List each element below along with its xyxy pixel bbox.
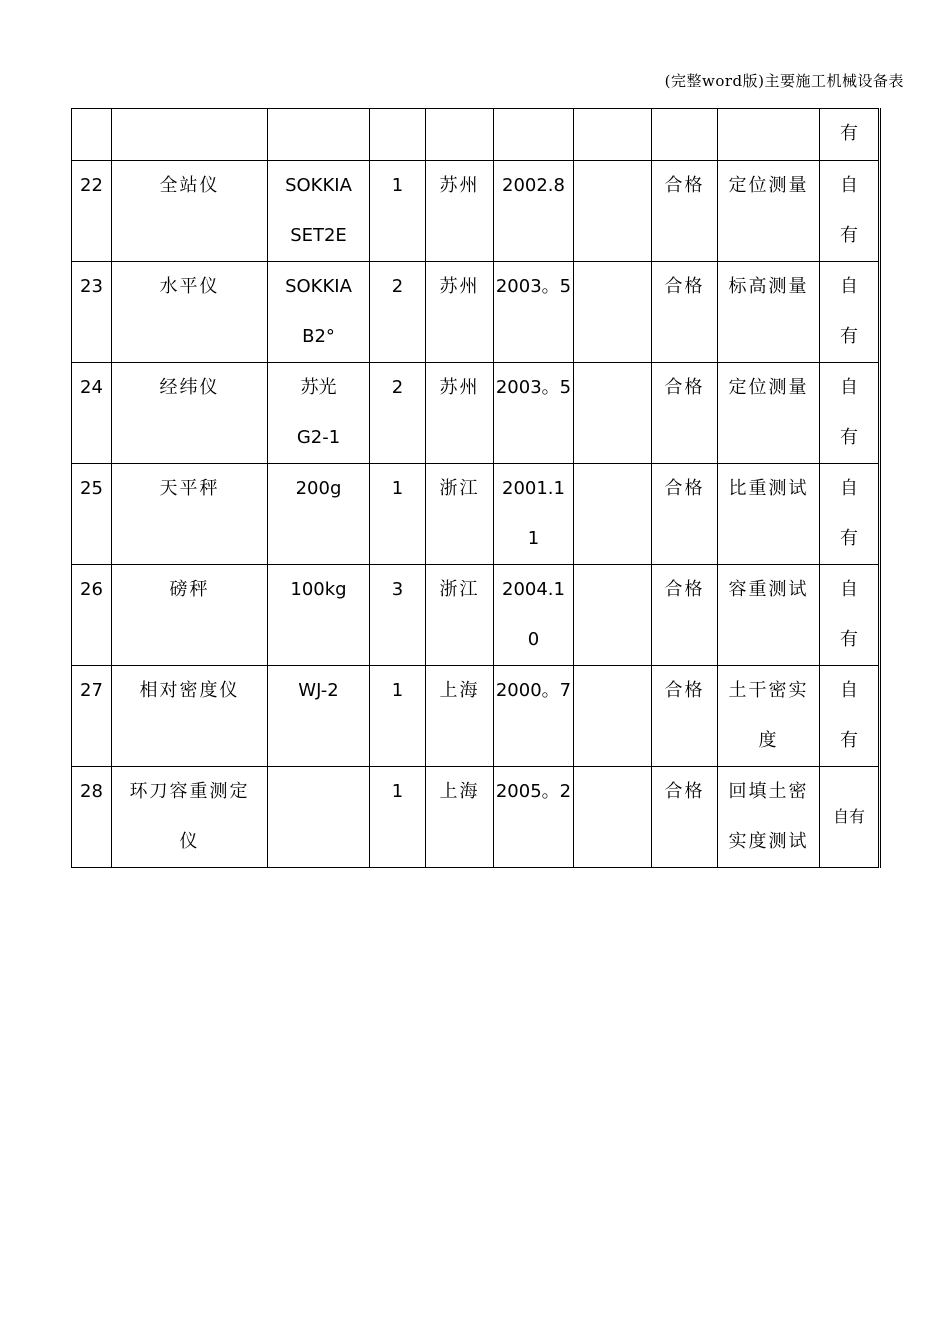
cell-use: [718, 565, 820, 666]
cell-empty: [574, 464, 652, 565]
cell-line: 自: [840, 478, 858, 499]
cell-origin: 苏州: [426, 363, 494, 464]
cell-use: [718, 161, 820, 262]
cell-model: [268, 565, 370, 666]
cell-use: [718, 666, 820, 767]
table-body: [72, 109, 880, 868]
cell-status: 合格: [652, 262, 718, 363]
cell-line: 天平秤: [159, 478, 220, 499]
cell-name: [112, 767, 268, 868]
cell-line: 2003。5: [495, 276, 572, 297]
table-row: [72, 565, 880, 666]
cell-line: 环刀容重测定: [129, 781, 250, 802]
cell-empty: [574, 161, 652, 262]
cell-use: [718, 363, 820, 464]
cell-line: 有: [840, 730, 858, 751]
cell-line: G2-1: [296, 427, 341, 448]
cell-name: [112, 161, 268, 262]
cell-number: 24: [72, 363, 112, 464]
cell-origin: 上海: [426, 666, 494, 767]
cell-line: 水平仪: [159, 276, 220, 297]
cell-owner: [820, 666, 880, 767]
cell-owner: [820, 161, 880, 262]
cell-name: [112, 464, 268, 565]
cell-quantity: 2: [370, 262, 426, 363]
table-row: [72, 767, 880, 868]
cell-name: [112, 666, 268, 767]
cell-owner: [820, 262, 880, 363]
cell-name: [112, 262, 268, 363]
cell-line: 相对密度仪: [139, 680, 240, 701]
cell-empty: [268, 109, 370, 161]
cell-line: 2000。7: [495, 680, 572, 701]
cell-line: B2°: [302, 326, 335, 347]
cell-empty: [426, 109, 494, 161]
page-header: (完整word版)主要施工机械设备表: [664, 72, 904, 90]
cell-line: 自有: [832, 807, 865, 826]
cell-line: 自: [840, 276, 858, 297]
cell-use: [718, 262, 820, 363]
cell-use: [718, 767, 820, 868]
cell-status: 合格: [652, 565, 718, 666]
cell-line: 自: [840, 579, 858, 600]
cell-line: 100kg: [290, 579, 347, 600]
cell-date: [494, 464, 574, 565]
cell-owner: [820, 565, 880, 666]
cell-empty: [574, 262, 652, 363]
cell-empty: [574, 767, 652, 868]
cell-line: 苏光: [300, 377, 337, 398]
cell-date: [494, 363, 574, 464]
cell-origin: 苏州: [426, 262, 494, 363]
cell-line: 200g: [295, 478, 342, 499]
cell-line: 容重测试: [728, 579, 809, 600]
cell-quantity: 3: [370, 565, 426, 666]
table-row: [72, 161, 880, 262]
table-row: [72, 262, 880, 363]
cell-line: 标高测量: [728, 276, 809, 297]
cell-model: [268, 262, 370, 363]
cell-quantity: 1: [370, 666, 426, 767]
cell-status: 合格: [652, 666, 718, 767]
cell-owner: [820, 464, 880, 565]
cell-empty: [72, 109, 112, 161]
cell-empty: [574, 363, 652, 464]
cell-line: 2002.8: [502, 175, 565, 196]
cell-origin: 苏州: [426, 161, 494, 262]
cell-empty: [112, 109, 268, 161]
cell-line: 土干密实: [728, 680, 809, 701]
cell-number: 26: [72, 565, 112, 666]
cell-quantity: 1: [370, 767, 426, 868]
cell-status: 合格: [652, 464, 718, 565]
cell-line: 全站仪: [159, 175, 220, 196]
cell-line: 0: [527, 629, 540, 650]
cell-line: 比重测试: [728, 478, 809, 499]
cell-date: [494, 666, 574, 767]
cell-line: 自: [840, 377, 858, 398]
cell-line: 仪: [179, 831, 200, 852]
cell-owner: [820, 363, 880, 464]
cell-empty: [574, 565, 652, 666]
cell-line: 2004.1: [502, 579, 565, 600]
cell-model: [268, 161, 370, 262]
cell-line: 2003。5: [495, 377, 572, 398]
cell-empty: [718, 109, 820, 161]
cell-line: 磅秤: [169, 579, 210, 600]
cell-line: 定位测量: [728, 377, 809, 398]
table-row-continued: [72, 109, 880, 161]
cell-line: 回填土密: [728, 781, 809, 802]
cell-date: [494, 565, 574, 666]
cell-quantity: 2: [370, 363, 426, 464]
cell-quantity: 1: [370, 464, 426, 565]
cell-owner: [820, 767, 880, 868]
cell-line: 有: [840, 427, 858, 448]
cell-name: [112, 363, 268, 464]
cell-line: 2001.1: [502, 478, 565, 499]
cell-line: 定位测量: [728, 175, 809, 196]
cell-line: 有: [840, 326, 858, 347]
table-row: [72, 363, 880, 464]
cell-origin: 浙江: [426, 565, 494, 666]
cell-quantity: 1: [370, 161, 426, 262]
cell-line: 自: [840, 175, 858, 196]
cell-line: 实度测试: [728, 831, 809, 852]
cell-empty: [370, 109, 426, 161]
cell-line: SET2E: [290, 225, 347, 246]
cell-line: 1: [527, 528, 540, 549]
cell-line: WJ-2: [298, 680, 339, 701]
cell-date: [494, 262, 574, 363]
cell-line: SOKKIA: [285, 276, 352, 297]
cell-line: 有: [840, 629, 858, 650]
cell-line: SOKKIA: [285, 175, 352, 196]
cell-name: [112, 565, 268, 666]
cell-empty: [574, 666, 652, 767]
cell-model: [268, 464, 370, 565]
cell-status: 合格: [652, 363, 718, 464]
cell-origin: 上海: [426, 767, 494, 868]
cell-empty: [574, 109, 652, 161]
cell-line: 经纬仪: [159, 377, 220, 398]
cell-date: [494, 767, 574, 868]
equipment-table: [71, 108, 881, 868]
cell-model: [268, 666, 370, 767]
cell-model: [268, 363, 370, 464]
cell-empty: [494, 109, 574, 161]
cell-line: 有: [840, 225, 858, 246]
cell-line: 2005。2: [495, 781, 572, 802]
cell-line: 有: [840, 528, 858, 549]
cell-number: 28: [72, 767, 112, 868]
cell-number: 23: [72, 262, 112, 363]
cell-number: 22: [72, 161, 112, 262]
cell-number: 25: [72, 464, 112, 565]
cell-model: [268, 767, 370, 868]
cell-origin: 浙江: [426, 464, 494, 565]
cell-date: [494, 161, 574, 262]
cell-use: [718, 464, 820, 565]
table-row: [72, 666, 880, 767]
table-row: [72, 464, 880, 565]
cell-number: 27: [72, 666, 112, 767]
cell-line: 自: [840, 680, 858, 701]
cell-empty: [652, 109, 718, 161]
cell-status: 合格: [652, 767, 718, 868]
cell-status: 合格: [652, 161, 718, 262]
cell-line: 度: [758, 730, 779, 751]
cell-owner: 有: [820, 109, 880, 161]
